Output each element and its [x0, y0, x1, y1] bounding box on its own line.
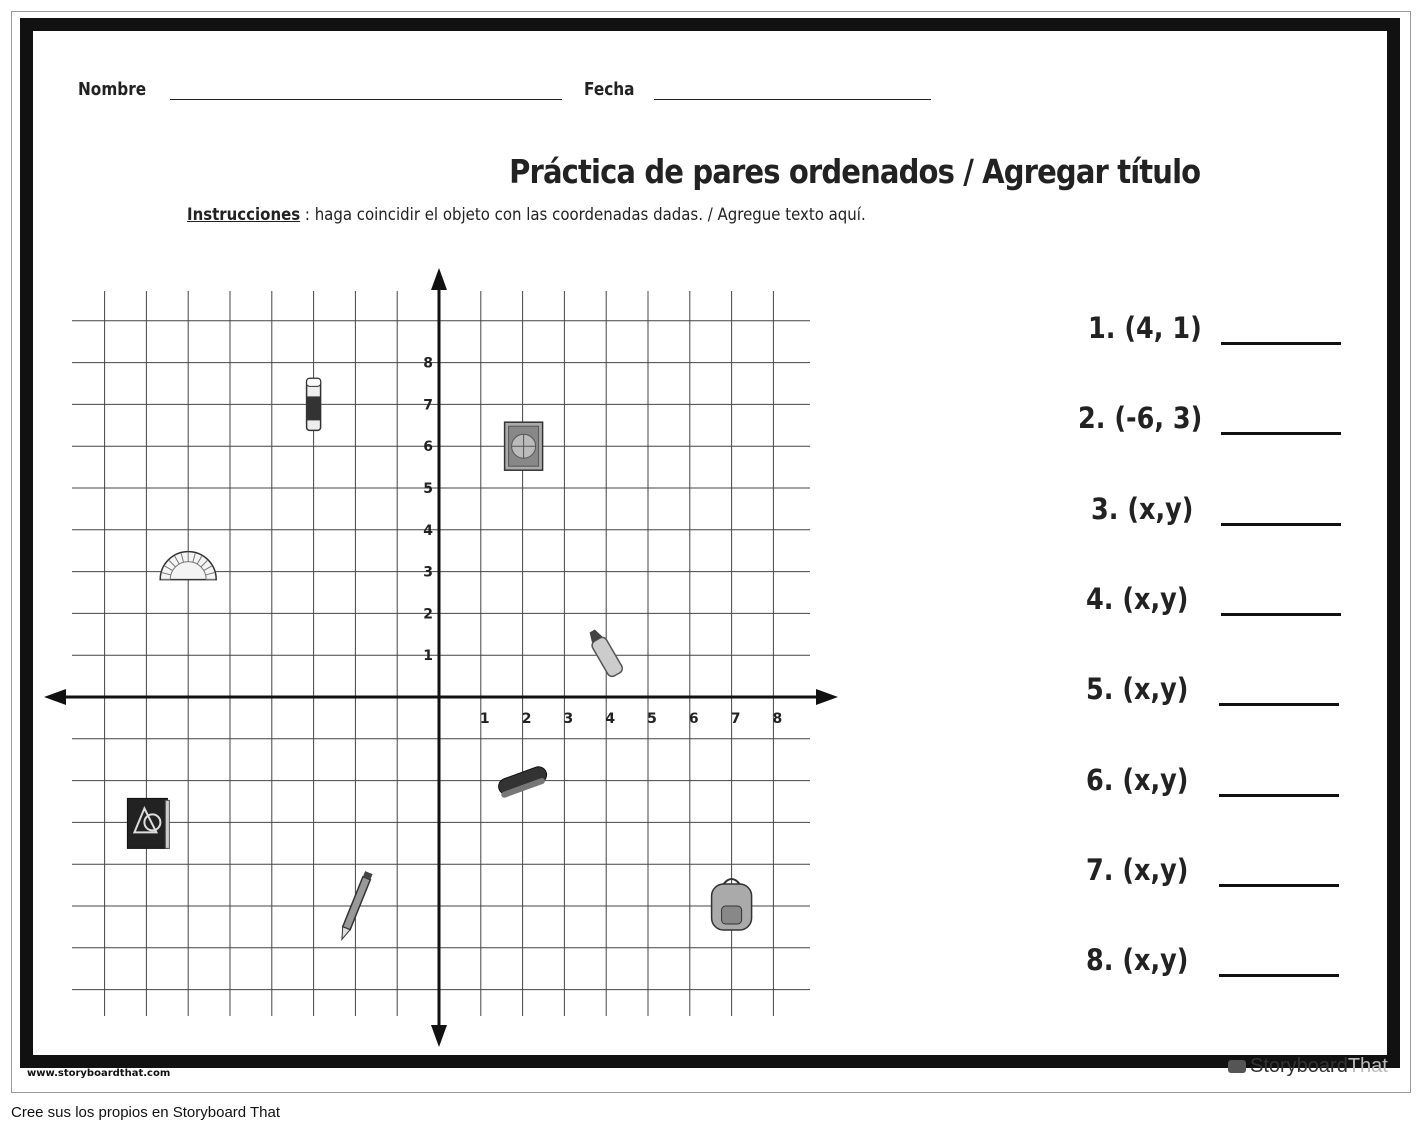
y-axis-arrow-down	[431, 1025, 447, 1047]
answer-line[interactable]	[1221, 523, 1341, 526]
y-tick-label: 7	[423, 397, 433, 414]
highlighter-rot	[585, 627, 624, 678]
question-label: 8. (x,y)	[1086, 943, 1189, 978]
date-label: Fecha	[584, 79, 635, 100]
answer-line[interactable]	[1221, 342, 1341, 345]
instructions-text: : haga coincidir el objeto con las coordenadas dadas. / Agregue texto aquí.	[300, 205, 866, 225]
y-tick-label: 8	[423, 355, 433, 372]
x-tick-label: 2	[521, 711, 532, 727]
pencil-tip	[338, 927, 350, 941]
x-tick-label: 1	[479, 711, 490, 727]
glue-stick-icon	[307, 378, 321, 430]
y-tick-label: 4	[423, 522, 433, 539]
answer-line[interactable]	[1221, 432, 1341, 435]
name-label: Nombre	[78, 79, 147, 100]
question-label: 6. (x,y)	[1086, 762, 1189, 797]
question-label: 2. (-6, 3)	[1078, 401, 1203, 436]
question-label: 1. (4, 1)	[1088, 311, 1202, 345]
question-label: 5. (x,y)	[1086, 672, 1189, 707]
protractor-icon	[160, 552, 216, 580]
glue-cap	[307, 378, 321, 386]
book-globe-icon	[505, 422, 543, 470]
x-tick-label: 7	[730, 711, 741, 727]
instructions-label: Instrucciones	[187, 205, 301, 225]
answer-line[interactable]	[1219, 974, 1339, 977]
create-your-own-link[interactable]: Cree sus los propios en Storyboard That	[11, 1104, 281, 1121]
page-title: Práctica de pares ordenados / Agregar título	[508, 152, 1201, 191]
book-geometry-icon	[127, 798, 169, 848]
x-tick-label: 3	[563, 711, 574, 727]
book-pages	[165, 800, 169, 848]
y-tick-label: 2	[423, 606, 433, 623]
storyboardthat-logo	[1228, 1055, 1388, 1078]
pencil-body	[343, 877, 371, 930]
question-label: 7. (x,y)	[1086, 852, 1189, 887]
x-tick-label: 6	[688, 711, 699, 727]
question-label: 4. (x,y)	[1086, 581, 1189, 616]
x-axis-arrow-left	[44, 689, 66, 705]
footer-url: www.storyboardthat.com	[27, 1068, 171, 1079]
grid-lines	[72, 291, 810, 1016]
highlighter-body	[590, 636, 624, 679]
answer-line[interactable]	[1221, 613, 1341, 616]
backpack-pocket	[722, 906, 742, 924]
y-axis-arrow-up	[431, 268, 447, 290]
x-tick-label: 8	[772, 711, 783, 727]
highlighter-icon	[585, 627, 624, 678]
tick-labels	[423, 356, 782, 727]
glue-label	[307, 396, 321, 420]
y-tick-label: 3	[423, 564, 433, 581]
backpack-icon	[712, 879, 752, 930]
answer-line[interactable]	[1219, 794, 1339, 797]
y-tick-label: 5	[423, 481, 433, 497]
book-cover	[127, 798, 167, 848]
answer-line[interactable]	[1219, 703, 1339, 706]
answer-line[interactable]	[1219, 884, 1339, 887]
question-label: 3. (x,y)	[1091, 491, 1194, 526]
x-tick-label: 4	[605, 711, 616, 727]
brand-storyboard: Storyboard	[1250, 1055, 1348, 1077]
y-tick-label: 6	[423, 439, 433, 456]
axes	[44, 268, 838, 1047]
brand-that: That	[1347, 1055, 1388, 1077]
speech-bubble-icon	[1228, 1060, 1246, 1073]
x-tick-label: 5	[647, 711, 657, 727]
y-tick-label: 1	[423, 648, 433, 665]
x-axis-arrow-right	[816, 689, 838, 705]
